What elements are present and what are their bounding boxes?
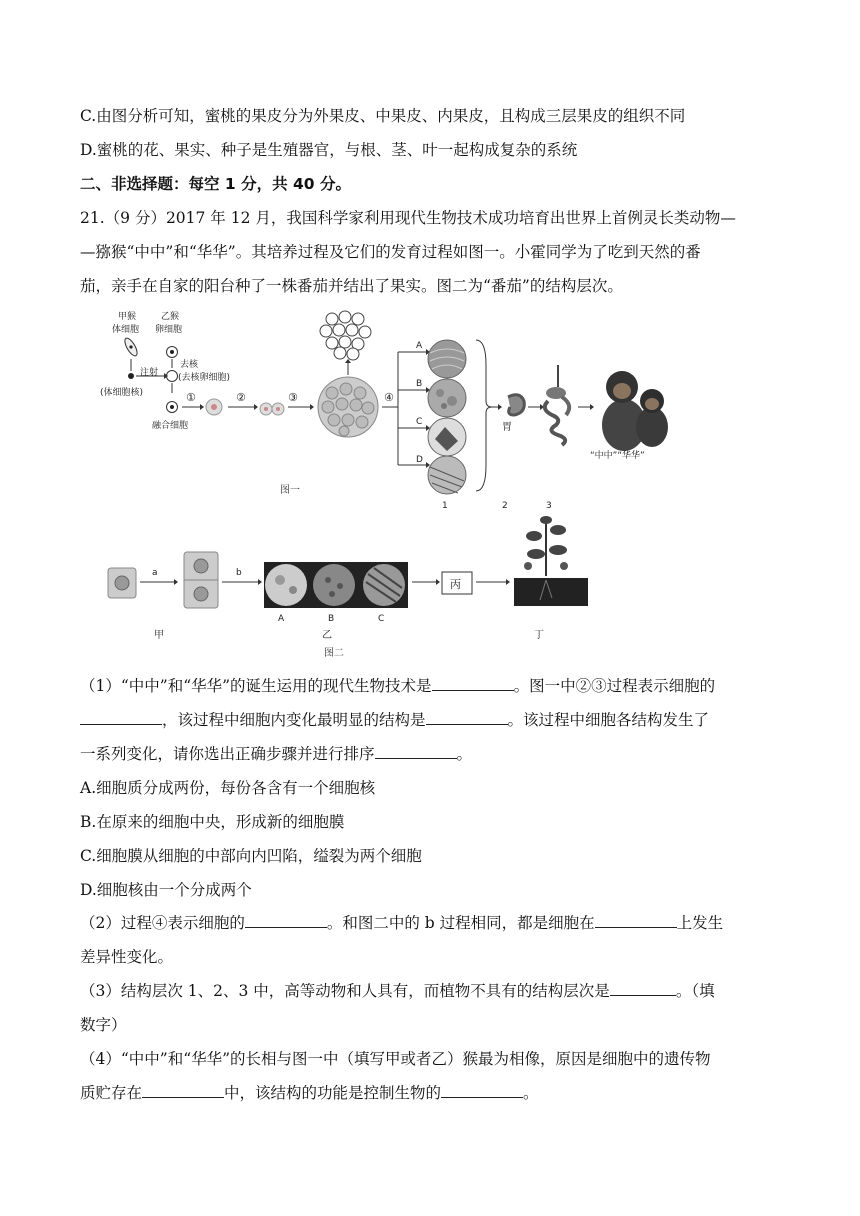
figure-2 bbox=[100, 512, 600, 660]
label-arrow-a: a bbox=[152, 568, 158, 578]
figure-2-drawing bbox=[100, 512, 600, 660]
label-tissue-2a: A bbox=[278, 614, 285, 624]
q2-line1-text-b: 。和图二中的 b 过程相同，都是细胞在 bbox=[326, 914, 595, 932]
cell-mass-shape bbox=[318, 377, 378, 437]
label-tissue-2c: C bbox=[378, 614, 385, 624]
label-somatic-cell: 体细胞 bbox=[112, 325, 140, 335]
label-tissue-b: B bbox=[416, 379, 423, 389]
q1-line1-text-a: （1）“中中”和“华华”的诞生运用的现代生物技术是 bbox=[80, 677, 432, 695]
tomato-plant-image bbox=[514, 516, 588, 606]
somatic-nucleus-shape bbox=[128, 373, 134, 379]
label-step-1: ① bbox=[186, 391, 196, 404]
q2-line1-text-a: （2）过程④表示细胞的 bbox=[80, 914, 245, 932]
answer-blank-9[interactable] bbox=[441, 1083, 523, 1098]
q1-line3-text-a: 一系列变化，请你选出正确步骤并进行排序 bbox=[80, 745, 375, 763]
option-c: C.细胞膜从细胞的中部向内凹陷，缢裂为两个细胞 bbox=[80, 847, 422, 865]
q4-line2-text-b: 中，该结构的功能是控制生物的 bbox=[224, 1084, 442, 1102]
enucleated-egg-shape bbox=[167, 371, 178, 382]
label-monkey-a: 甲猴 bbox=[118, 312, 137, 322]
option-d: D.细胞核由一个分成两个 bbox=[80, 881, 252, 899]
q4-line1: （4）“中中”和“华华”的长相与图一中（填写甲或者乙）猴最为相像，原因是细胞中的遗传物 bbox=[80, 1050, 711, 1068]
q3-line1-text-b: 。（填 bbox=[675, 982, 715, 1000]
monkeys-image bbox=[602, 371, 668, 451]
label-enucleated-egg: (去核卵细胞) bbox=[178, 373, 231, 383]
label-arrow-b: b bbox=[236, 568, 242, 578]
label-bing: 丙 bbox=[450, 578, 461, 591]
figure-2-caption: 图二 bbox=[324, 648, 344, 659]
q1-line1 bbox=[80, 676, 715, 696]
label-level-2: 2 bbox=[502, 501, 508, 511]
q1-line2 bbox=[80, 710, 709, 730]
q1-line3 bbox=[80, 744, 472, 764]
q2-line1 bbox=[80, 913, 723, 933]
option-b: B.在原来的细胞中央，形成新的细胞膜 bbox=[80, 813, 345, 831]
label-somatic-nucleus: (体细胞核) bbox=[100, 388, 144, 398]
q4-line2-text-c: 。 bbox=[523, 1084, 539, 1102]
label-level-1: 1 bbox=[442, 501, 448, 511]
figure-1-caption: 图一 bbox=[280, 485, 300, 496]
q4-line2 bbox=[80, 1083, 539, 1103]
digestive-system-image bbox=[545, 365, 569, 445]
tissue-bracket bbox=[476, 340, 492, 491]
q3-line1-text-a: （3）结构层次 1、2、3 中，高等动物和人具有，而植物不具有的结构层次是 bbox=[80, 982, 610, 1000]
q3-line1 bbox=[80, 981, 715, 1001]
question-21-line2: —猕猴“中中”和“华华”。其培养过程及它们的发育过程如图一。小霍同学为了吃到天然的番 bbox=[80, 243, 701, 261]
question-21-line1: 21.（9 分）2017 年 12 月，我国科学家利用现代生物技术成功培育出世界上首例灵长类动物— bbox=[80, 209, 736, 227]
figure-1-drawing bbox=[100, 305, 700, 520]
answer-blank-7[interactable] bbox=[610, 981, 676, 996]
label-tissue-a: A bbox=[416, 341, 423, 351]
label-step-2: ② bbox=[236, 391, 246, 404]
label-stomach: 胃 bbox=[502, 422, 512, 433]
tissue-b-image bbox=[428, 379, 466, 417]
q2-line1-text-c: 上发生 bbox=[676, 914, 724, 932]
option-a: A.细胞质分成两份，每份各含有一个细胞核 bbox=[80, 779, 376, 797]
label-yi: 乙 bbox=[322, 630, 332, 641]
answer-blank-1[interactable] bbox=[432, 676, 514, 691]
label-inject: 注射 bbox=[140, 368, 159, 378]
section-heading: 二、非选择题：每空 1 分，共 40 分。 bbox=[80, 175, 351, 193]
answer-blank-2[interactable] bbox=[80, 710, 162, 725]
answer-blank-6[interactable] bbox=[595, 913, 677, 928]
q1-line2-text-c: 。该过程中细胞各结构发生了 bbox=[507, 711, 710, 729]
q4-line2-text-a: 质贮存在 bbox=[80, 1084, 143, 1102]
q1-line2-text-b: ，该过程中细胞内变化最明显的结构是 bbox=[162, 711, 426, 729]
figure-1 bbox=[100, 305, 700, 520]
q2-line2: 差异性变化。 bbox=[80, 948, 174, 966]
label-step-4: ④ bbox=[384, 391, 394, 404]
q1-line1-text-b: 。图一中②③过程表示细胞的 bbox=[513, 677, 716, 695]
q3-line2: 数字） bbox=[80, 1016, 127, 1034]
option-c-text: C.由图分析可知，蜜桃的果皮分为外果皮、中果皮、内果皮，且构成三层果皮的组织不同 bbox=[80, 107, 686, 125]
label-tissue-d: D bbox=[416, 455, 423, 465]
label-jia: 甲 bbox=[154, 630, 164, 641]
label-monkey-b: 乙猴 bbox=[161, 312, 180, 322]
answer-blank-8[interactable] bbox=[142, 1083, 224, 1098]
label-fused-cell: 融合细胞 bbox=[152, 421, 189, 431]
answer-blank-5[interactable] bbox=[245, 913, 327, 928]
label-tissue-2b: B bbox=[328, 614, 335, 624]
label-egg-cell: 卵细胞 bbox=[155, 325, 183, 335]
label-remove-nucleus: 去核 bbox=[180, 360, 199, 370]
label-tissue-c: C bbox=[416, 417, 423, 427]
label-step-3: ③ bbox=[288, 391, 298, 404]
answer-blank-3[interactable] bbox=[426, 710, 508, 725]
cell-cluster-shape bbox=[320, 311, 371, 360]
label-level-3: 3 bbox=[546, 501, 552, 511]
option-d-text: D.蜜桃的花、果实、种子是生殖器官，与根、茎、叶一起构成复杂的系统 bbox=[80, 141, 578, 159]
tissue-2b-image bbox=[313, 564, 355, 606]
tissue-2a-image bbox=[265, 564, 307, 606]
answer-blank-4[interactable] bbox=[375, 744, 457, 759]
q1-line3-text-b: 。 bbox=[456, 745, 473, 763]
label-ding: 丁 bbox=[534, 630, 544, 641]
stomach-organ-image bbox=[508, 395, 524, 415]
label-monkeys: “中中”“华华” bbox=[590, 451, 645, 461]
question-21-line3: 茄，亲手在自家的阳台种了一株番茄并结出了果实。图二为“番茄”的结构层次。 bbox=[80, 277, 623, 295]
